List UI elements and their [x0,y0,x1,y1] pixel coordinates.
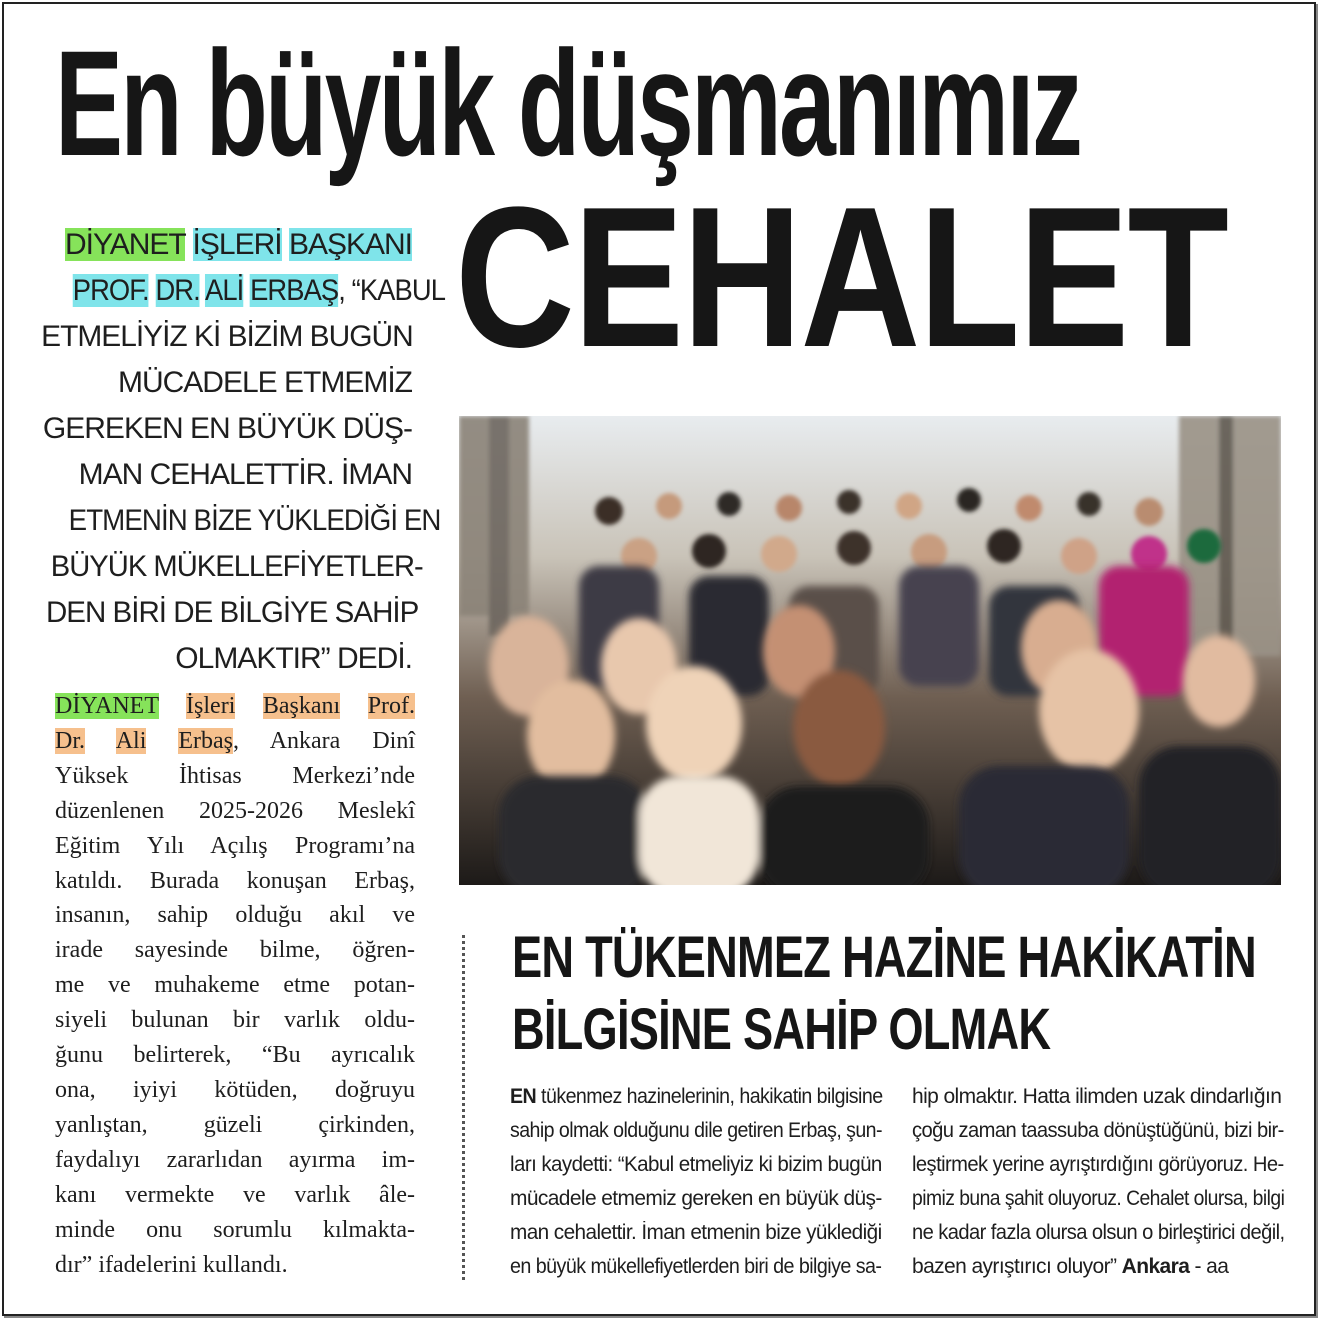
text-segment: , Ankara Dinî [233,727,415,754]
column-divider [462,935,465,1280]
lead-word: EN [510,1085,537,1108]
lead-line-rest: tükenmez hazinelerinin, hakikatin bilgisine [536,1085,883,1108]
article-column-right [912,1080,1284,1284]
headline-main: CEHALET [455,166,1228,389]
body-text-column [55,689,415,1282]
deck-line: BÜYÜK MÜKELLEFİYETLER- [50,550,423,583]
deck-line: DEN BİRİ DE BİLGİYE SAHİP [45,596,419,629]
highlighted-term: Dr. [55,727,85,754]
body-line: Yüksek İhtisas Merkezi’nde [55,762,415,789]
deck-summary [40,222,446,682]
article-line: leştirmek yerine ayrıştırdığını görüyoruz. He- [912,1153,1284,1176]
body-line: Eğitim Yılı Açılış Programı’na [55,832,415,859]
body-line: kanı vermekte ve varlık âle- [55,1181,415,1208]
deck-line: ETMELİYİZ Kİ BİZİM BUGÜN [41,320,413,353]
highlighted-term: BAŞKANI [288,228,412,261]
highlighted-term: İŞLERİ [192,228,282,261]
highlighted-term: ALİ [205,274,244,307]
article-line-1 [510,1080,883,1114]
article-line: hip olmaktır. Hatta ilimden uzak dindarlığın [912,1085,1282,1108]
highlighted-term: PROF. [72,274,149,307]
body-line: katıldı. Burada konuşan Erbaş, [55,867,415,894]
highlighted-term: DİYANET [64,228,186,261]
highlighted-term: Başkanı [262,693,341,719]
highlighted-term: Erbaş [178,727,234,754]
text-segment [159,693,187,719]
source-city: Ankara [1121,1255,1190,1278]
body-line-1 [55,689,415,724]
subhead-line-1: EN TÜKENMEZ HAZİNE HAKİKATİN [512,925,1256,990]
body-line: ona, iyiyi kötüden, doğruyu [55,1076,415,1103]
text-segment [149,274,156,307]
text-segment [235,693,263,719]
highlighted-term: Prof. [367,693,416,719]
deck-line: MAN CEHALETTİR. İMAN [78,458,412,491]
deck-line-1 [40,222,412,268]
text-segment [282,228,289,261]
highlighted-term: ERBAŞ [250,274,339,307]
body-line-2 [55,724,415,759]
source-agency: - aa [1189,1255,1229,1278]
deck-line: MÜCADELE ETMEMİZ [117,366,412,399]
article-line: çoğu zaman taassuba dönüştüğünü, bizi bir- [912,1119,1284,1142]
crowd-photo-icon [459,416,1281,885]
deck-line-2 [72,268,446,314]
deck-line: ETMENİN BİZE YÜKLEDİĞİ EN [68,504,441,537]
article-line: en büyük mükellefiyetlerden biri de bilgiye sa- [510,1255,882,1278]
highlighted-term: DİYANET [55,693,159,719]
body-line: yanlıştan, güzeli çirkinden, [55,1111,415,1138]
article-line: ne kadar fazla olursa olsun o birleştirici değil, [912,1221,1285,1244]
body-line: düzenlenen 2025-2026 Meslekî [55,797,415,824]
body-line: me ve muhakeme etme potan- [55,972,415,999]
body-line: irade sayesinde bilme, öğren- [55,937,415,964]
text-segment [340,693,368,719]
crowd-photo [459,416,1281,885]
article-line-last [912,1250,1284,1284]
headline-top: En büyük düşmanımız [55,19,1081,187]
body-line: insanın, sahip olduğu akıl ve [55,902,415,929]
highlighted-term: DR. [155,274,200,307]
deck-line: OLMAKTIR” DEDİ. [175,642,412,675]
body-line: siyeli bulunan bir varlık oldu- [55,1007,415,1034]
article-line: mücadele etmemiz gereken en büyük düş- [510,1187,882,1210]
article-line: sahip olmak olduğunu dile getiren Erbaş, şun- [510,1119,882,1142]
body-line: minde onu sorumlu kılmakta- [55,1216,415,1243]
article-last-text: bazen ayrıştırıcı oluyor” [912,1255,1117,1278]
article-line: man cehalettir. İman etmenin bize yüklediği [510,1221,882,1244]
body-line: dır” ifadelerini kullandı. [55,1251,288,1278]
text-segment: , “KABUL [338,274,446,307]
subhead-line-2: BİLGİSİNE SAHİP OLMAK [512,997,1051,1062]
article-line: ları kaydetti: “Kabul etmeliyiz ki bizim bugün [510,1153,882,1176]
highlighted-term: Ali [115,727,147,754]
body-line: faydalıyı zararlıdan ayırma im- [55,1146,415,1173]
subhead [512,922,1256,1066]
text-segment [146,728,178,754]
body-line: ğunu belirterek, “Bu ayrıcalık [55,1042,415,1069]
highlighted-term: İşleri [186,693,236,719]
deck-line: GEREKEN EN BÜYÜK DÜŞ- [42,412,412,445]
article-line: pimiz buna şahit oluyoruz. Cehalet olursa, bilgi [912,1187,1285,1210]
article-column-left [510,1080,882,1284]
text-segment [185,228,192,261]
text-segment [85,728,116,754]
